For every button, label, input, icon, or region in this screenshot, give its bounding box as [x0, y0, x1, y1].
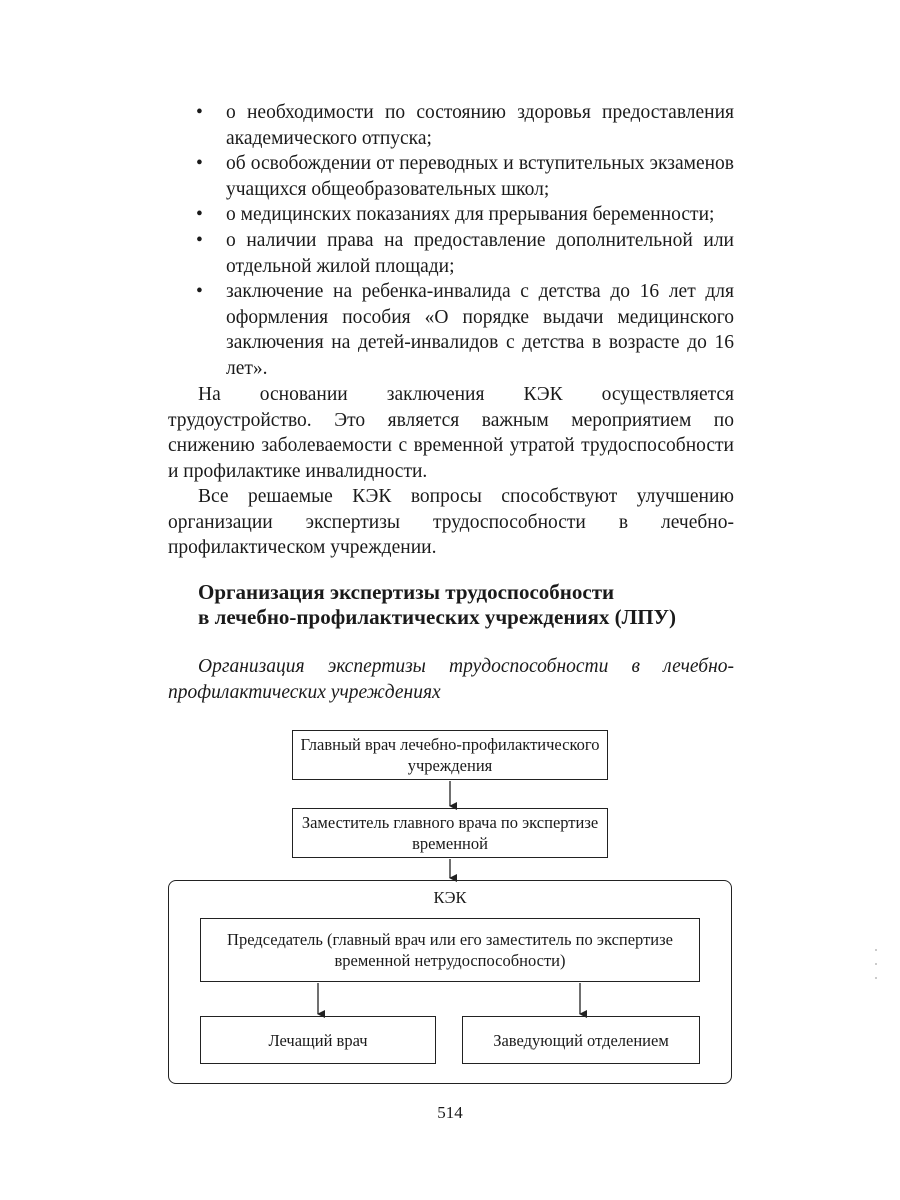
bullet-marker: •: [196, 229, 203, 251]
diagram-caption: Организация экспертизы трудоспособности в лечебно-профилактических учреждениях: [168, 656, 734, 703]
chief-doctor-box: [292, 730, 608, 780]
list-item-text: о необходимости по состоянию здоровья предоставления академического отпуска;: [226, 102, 734, 149]
list-item-text: заключение на ребенка-инвалида с детства до 16 лет для оформления пособия «О порядке выдачи медицинского заключения на детей-инвалидов с детства в возрасте до 16 лет».: [226, 281, 734, 379]
section-heading-line: Организация экспертизы трудоспособности: [198, 580, 615, 604]
chairman-label: Председатель (главный врач или его заместитель по экспертизе временной нетрудоспособности): [227, 930, 673, 970]
deputy-chief-label: Заместитель главного врача по экспертизе временной: [301, 813, 599, 853]
list-item-text: об освобождении от переводных и вступительных экзаменов учащихся общеобразовательных школ;: [226, 153, 734, 200]
attending-doctor-label: Лечащий врач: [268, 1030, 368, 1050]
bullet-marker: •: [196, 102, 203, 123]
list-item: [168, 228, 734, 279]
list-item: [168, 100, 734, 151]
bullet-marker: •: [196, 281, 203, 303]
bullet-list: [168, 100, 734, 382]
deputy-chief-box: [292, 808, 608, 858]
page-number: 514: [437, 1103, 463, 1122]
chief-doctor-label: Главный врач лечебно-профилактического учреждения: [300, 735, 600, 775]
list-item: [168, 151, 734, 202]
list-item-text: о медицинских показаниях для прерывания беременности;: [226, 204, 715, 226]
bullet-marker: •: [196, 153, 203, 175]
paragraph-employment: На основании заключения КЭК осуществляется трудоустройство. Это является важным мероприятием по снижению заболеваемости с временной утратой трудоспособности и профилактике инвалидности.: [168, 384, 734, 482]
list-item-text: о наличии права на предоставление дополнительной или отдельной жилой площади;: [226, 229, 734, 277]
attending-doctor-box: [200, 1016, 436, 1064]
section-heading: [198, 580, 758, 630]
paragraph-kek-questions: Все решаемые КЭК вопросы способствуют улучшению организации экспертизы трудоспособности в лечебно-профилактическом учреждении.: [168, 486, 734, 559]
chairman-box: [200, 918, 700, 982]
kek-label: КЭК: [433, 888, 467, 907]
list-item: [168, 279, 734, 381]
department-head-label: Заведующий отделением: [493, 1030, 669, 1050]
department-head-box: [462, 1016, 700, 1064]
scan-edge-marks: [874, 946, 878, 986]
bullet-marker: •: [196, 204, 203, 226]
section-heading-line: в лечебно-профилактических учреждениях (ЛПУ): [198, 605, 677, 629]
list-item: [168, 202, 734, 228]
